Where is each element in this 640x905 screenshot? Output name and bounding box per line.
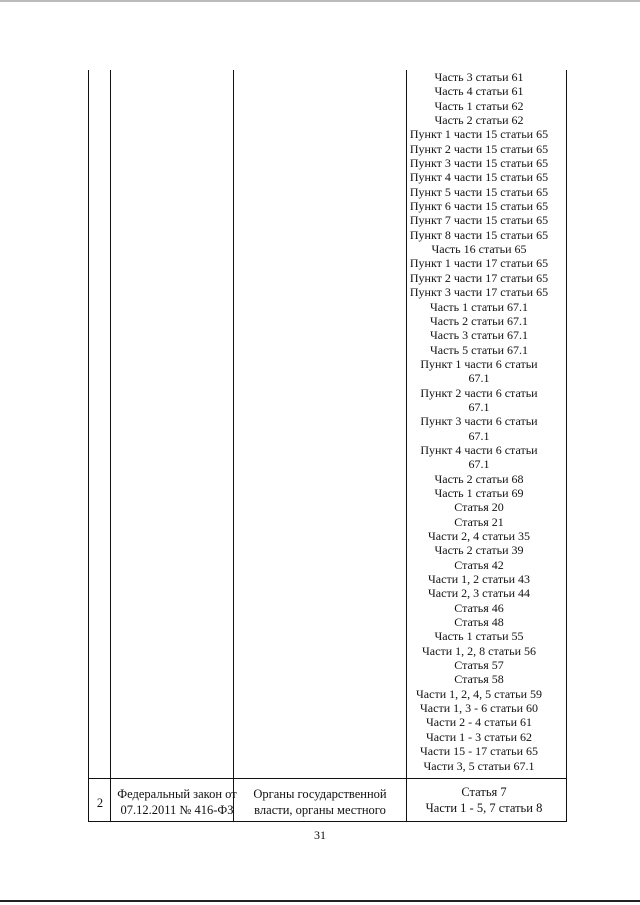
list-item: Части 2, 4 статьи 35 (428, 529, 530, 543)
list-item: Часть 16 статьи 65 (431, 242, 527, 257)
list-item: Статья 20 (454, 500, 504, 515)
list-item: Часть 1 статьи 55 (434, 629, 524, 644)
list-item: 67.1 (468, 371, 490, 386)
table-border-left (88, 70, 89, 822)
scan-edge-top (0, 0, 640, 2)
list-item: Части 2 - 4 статьи 61 (426, 715, 532, 730)
list-item: Пункт 7 части 15 статьи 65 (409, 213, 549, 228)
list-item: Часть 1 статьи 62 (434, 98, 524, 113)
list-item: Статья 48 (454, 615, 504, 630)
list-item: Часть 1 статьи 69 (434, 485, 524, 500)
page-number: 31 (314, 828, 326, 842)
list-item: Часть 2 статьи 67.1 (429, 313, 529, 328)
list-item: Часть 2 статьи 39 (434, 543, 524, 558)
list-item: Часть 4 статьи 61 (434, 84, 524, 99)
list-item: Статья 58 (454, 672, 504, 687)
list-item: Пункт 3 части 6 статьи (420, 414, 538, 429)
list-item: Статья 57 (454, 658, 504, 673)
row-number-cell: 2 (96, 796, 104, 810)
law-name-cell (112, 786, 242, 818)
list-item: Части 15 - 17 статьи 65 (420, 744, 538, 759)
article-line: Статья 7 (461, 785, 507, 799)
list-item: Части 1 - 3 статьи 62 (426, 729, 532, 744)
column-divider-law (233, 70, 234, 822)
list-item: Части 3, 5 статьи 67.1 (423, 758, 535, 773)
article-line: Части 1 - 5, 7 статьи 8 (425, 801, 543, 815)
list-item: Части 1, 2, 8 статьи 56 (422, 643, 536, 658)
law-name-line: Федеральный закон от (117, 787, 237, 801)
list-item: Пункт 4 части 6 статьи (420, 442, 538, 457)
list-item: Пункт 2 части 15 статьи 65 (409, 141, 549, 156)
list-item: Статья 21 (454, 514, 504, 529)
list-item: Часть 2 статьи 62 (434, 113, 524, 128)
list-item: Часть 1 статьи 67.1 (429, 299, 529, 314)
list-item: Части 1, 3 - 6 статьи 60 (420, 701, 538, 716)
column-divider-number (110, 70, 111, 822)
list-item: Статья 46 (454, 600, 504, 615)
articles-cell (404, 784, 564, 816)
list-item: Части 1, 2 статьи 43 (428, 572, 530, 587)
list-item: Статья 42 (454, 557, 504, 572)
list-item: Пункт 1 части 15 статьи 65 (409, 127, 549, 142)
list-item: Часть 3 статьи 61 (434, 70, 524, 84)
list-item: 67.1 (468, 457, 490, 472)
table-bottom-border (88, 821, 567, 822)
list-item: Пункт 3 части 15 статьи 65 (409, 156, 549, 171)
list-item: Часть 3 статьи 67.1 (429, 328, 529, 343)
article-reference-list (390, 70, 568, 773)
authority-line: Органы государственной (253, 787, 387, 801)
list-item: Части 1, 2, 4, 5 статьи 59 (416, 686, 542, 701)
list-item: Пункт 6 части 15 статьи 65 (409, 199, 549, 214)
law-name-line: 07.12.2011 № 416-ФЗ (120, 803, 234, 817)
scan-edge-bottom (0, 900, 640, 902)
list-item: Пункт 5 части 15 статьи 65 (409, 184, 549, 199)
list-item: Пункт 1 части 6 статьи (420, 356, 538, 371)
authority-line: власти, органы местного (254, 803, 386, 817)
list-item: 67.1 (468, 428, 490, 443)
list-item: Части 2, 3 статьи 44 (428, 586, 530, 601)
list-item: Пункт 3 части 17 статьи 65 (409, 285, 549, 300)
row-separator (88, 778, 567, 779)
list-item: Пункт 4 части 15 статьи 65 (409, 170, 549, 185)
authority-cell (236, 786, 404, 818)
list-item: Пункт 1 части 17 статьи 65 (409, 256, 549, 271)
list-item: 67.1 (468, 399, 490, 414)
list-item: Пункт 2 части 6 статьи (420, 385, 538, 400)
list-item: Пункт 2 части 17 статьи 65 (409, 270, 549, 285)
list-item: Пункт 8 части 15 статьи 65 (409, 227, 549, 242)
list-item: Часть 2 статьи 68 (434, 471, 524, 486)
list-item: Часть 5 статьи 67.1 (429, 342, 529, 357)
